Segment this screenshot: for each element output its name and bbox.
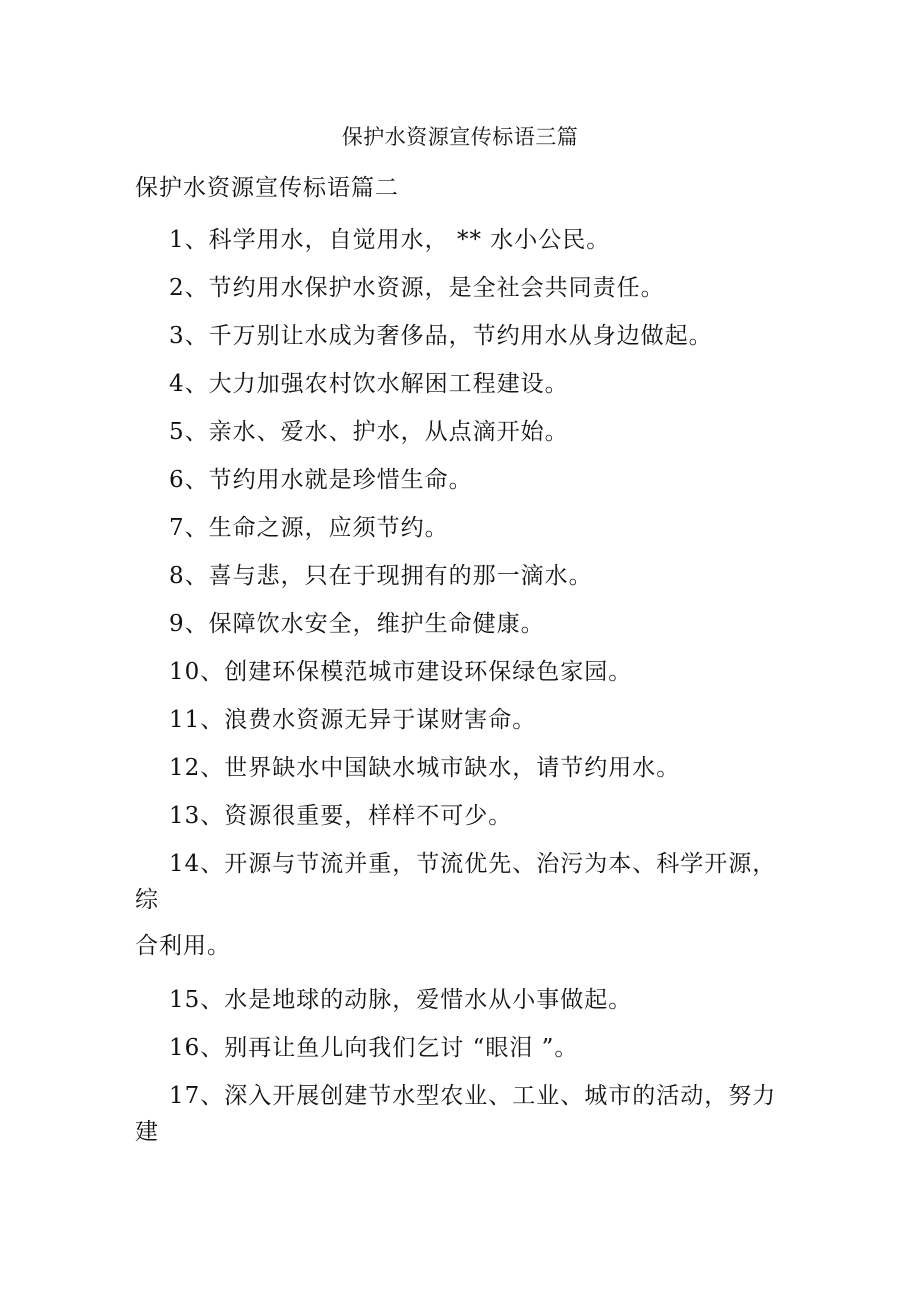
list-item: 6、节约用水就是珍惜生命。 [169,467,473,493]
list-item: 15、水是地球的动脉，爱惜水从小事做起。 [169,987,633,1013]
list-item: 11、浪费水资源无异于谋财害命。 [169,707,537,733]
document-title: 保护水资源宣传标语三篇 [341,125,579,149]
list-item: 12、世界缺水中国缺水城市缺水，请节约用水。 [169,755,681,781]
list-item: 13、资源很重要，样样不可少。 [169,803,513,829]
section-heading: 保护水资源宣传标语篇二 [135,175,399,201]
list-item: 2、节约用水保护水资源，是全社会共同责任。 [169,275,665,301]
list-item: 17、深入开展创建节水型农业、工业、城市的活动，努力建 [135,1083,777,1145]
list-item: 5、亲水、爱水、护水，从点滴开始。 [169,419,569,445]
list-item: 8、喜与悲，只在于现拥有的那一滴水。 [169,563,593,589]
list-item: 7、生命之源，应须节约。 [169,515,449,541]
list-item: 16、别再让鱼儿向我们乞讨 “眼泪 ”。 [169,1035,579,1061]
list-item: 4、大力加强农村饮水解困工程建设。 [169,371,569,397]
list-item: 3、千万别让水成为奢侈品，节约用水从身边做起。 [169,323,713,349]
list-item: 10、创建环保模范城市建设环保绿色家园。 [169,659,633,685]
list-item-continuation: 合利用。 [135,933,231,959]
list-item: 9、保障饮水安全，维护生命健康。 [169,611,545,637]
list-item: 14、开源与节流并重，节流优先、治污为本、科学开源，综 [135,851,777,913]
list-item: 1、科学用水，自觉用水， ** 水小公民。 [169,227,611,253]
